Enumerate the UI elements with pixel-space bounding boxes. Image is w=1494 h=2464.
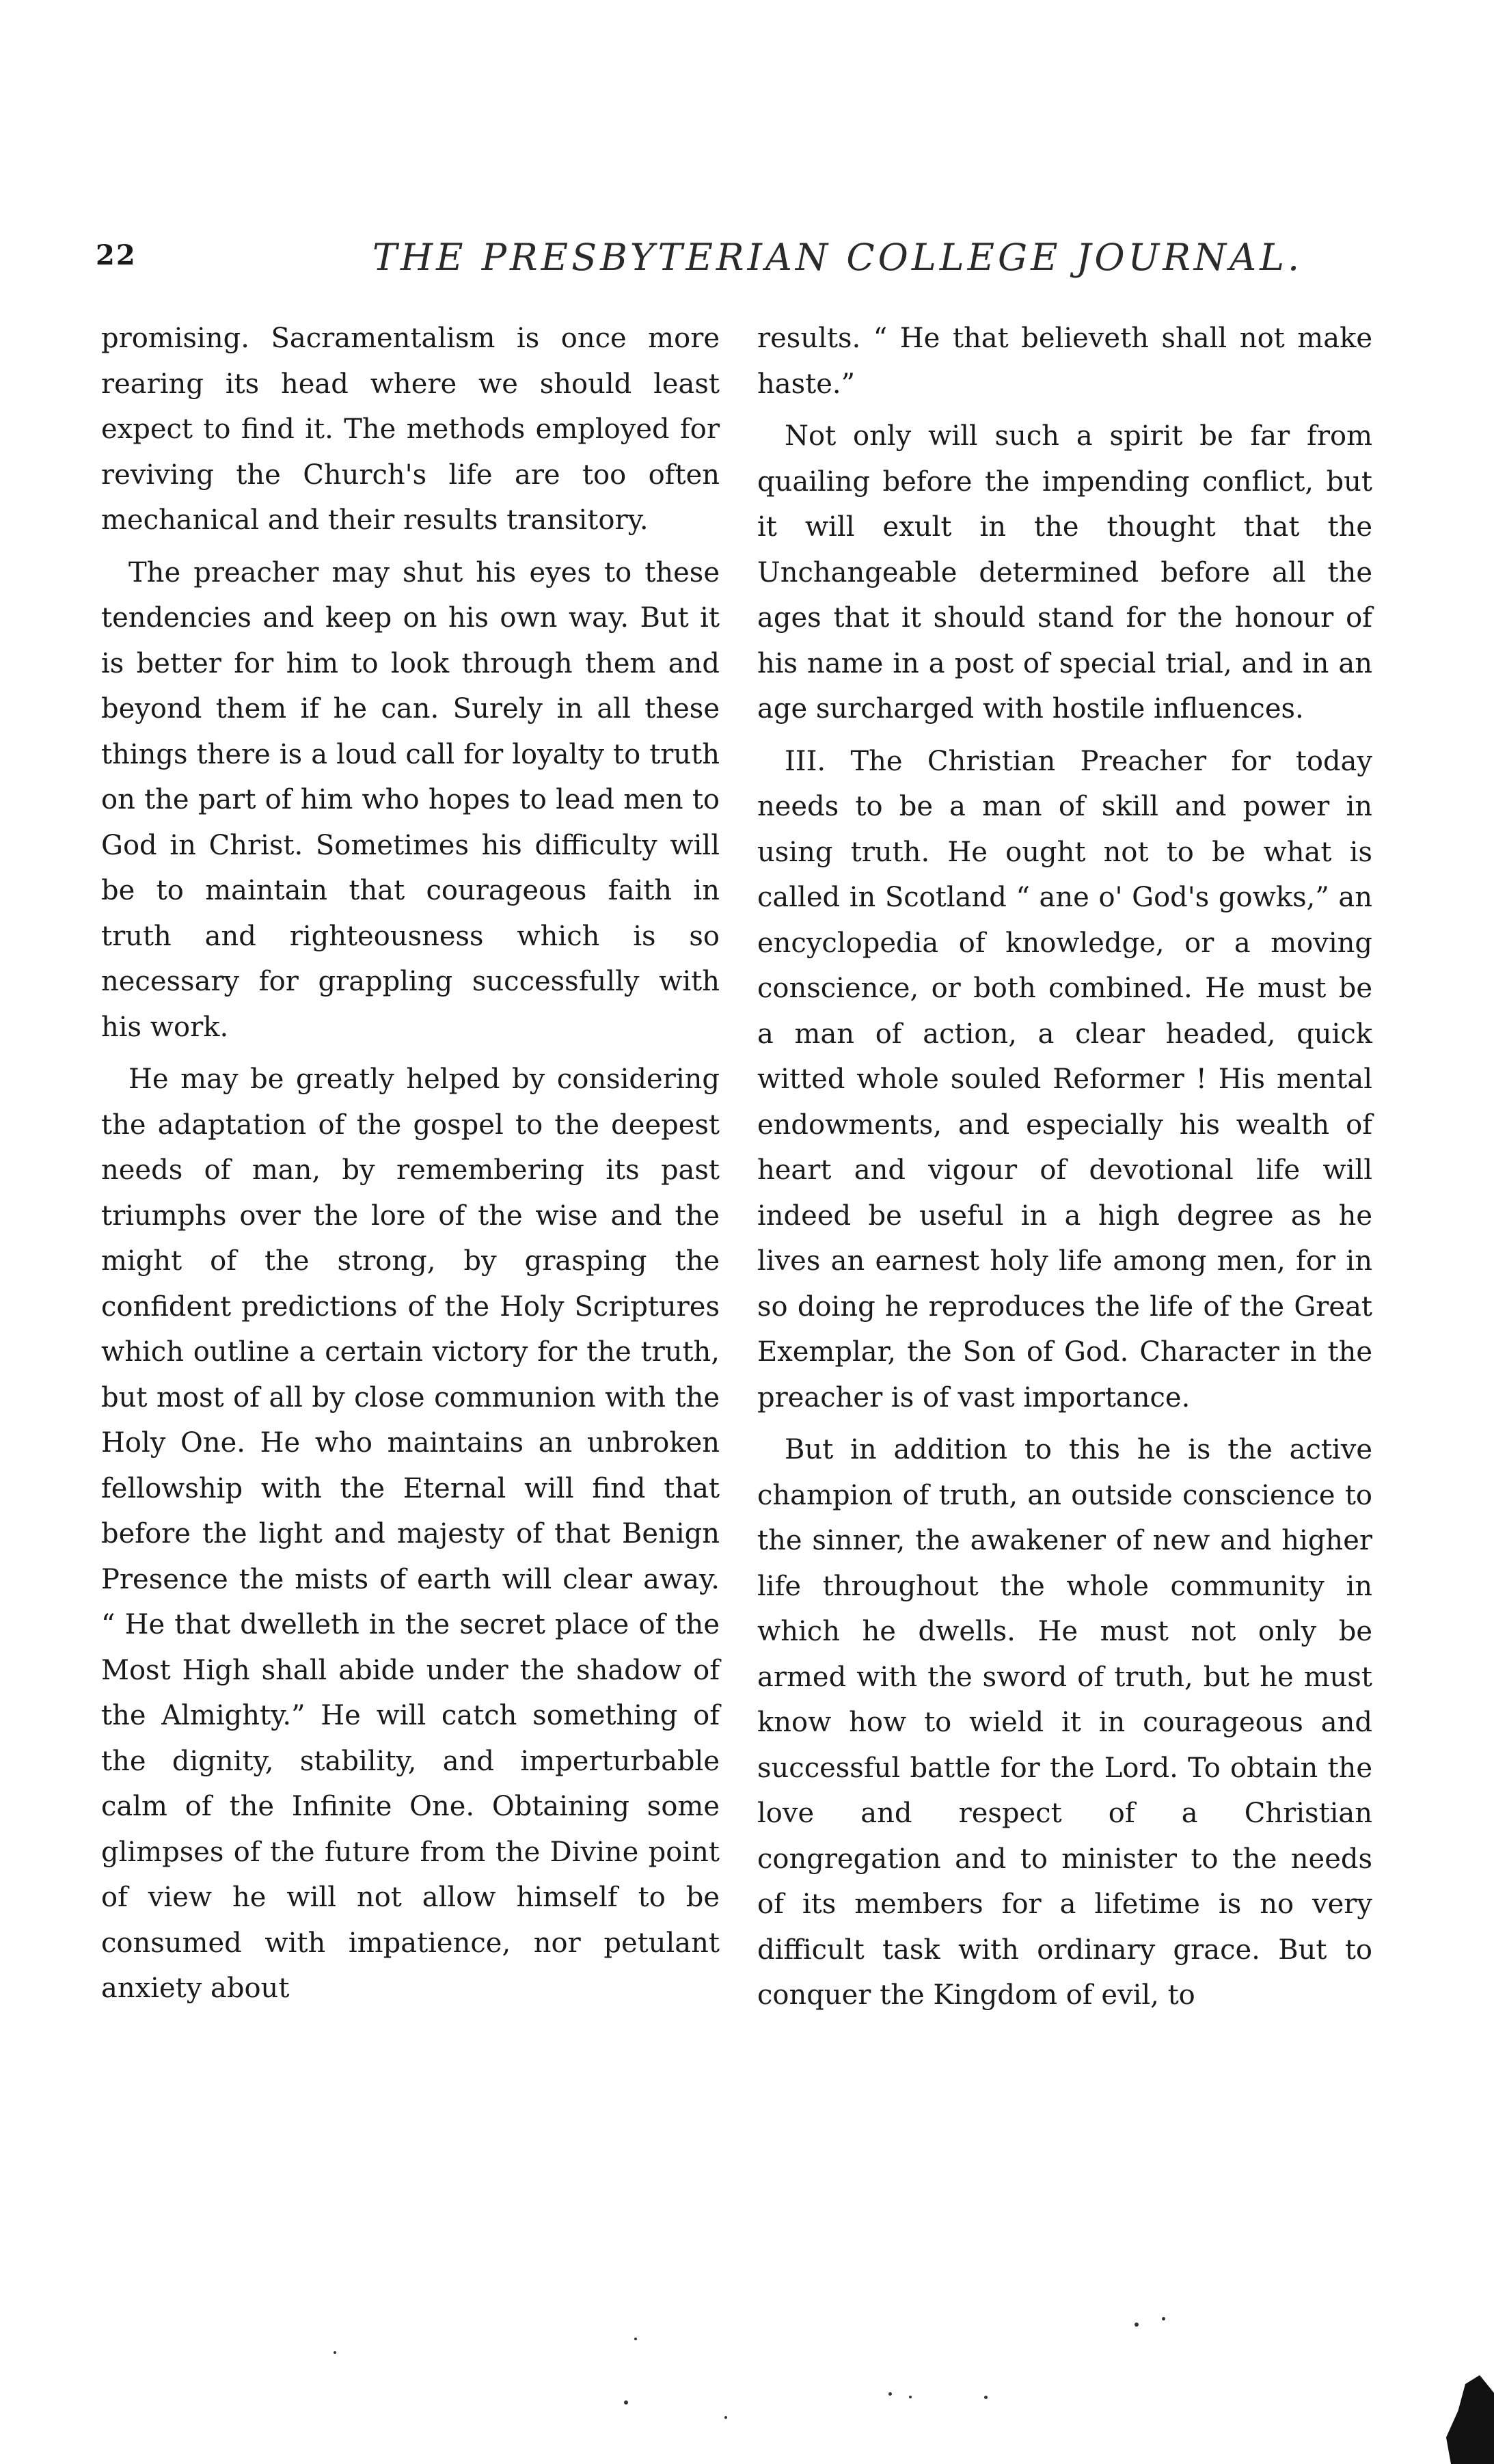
scan-speck — [724, 2416, 727, 2419]
scan-speck — [1135, 2323, 1139, 2327]
scan-speck — [984, 2396, 988, 2399]
right-column — [757, 316, 1372, 2018]
scan-speck — [624, 2400, 628, 2405]
paragraph: He may be greatly helped by considering the adaptation of the gospel to the deepest needs of man, by remembering its past triumphs over the lore of the wise and the might of the strong, by grasping the confident predictions of the Holy Scriptures which outline a certain victory for the truth, but most of all by close communion with the Holy One. He who maintains an unbroken fellowship with the Eternal will find that before the light and majesty of that Benign Presence the mists of earth will clear away. “ He that dwelleth in the secret place of the Most High shall abide under the shadow of the Almighty.” He will catch something of the dignity, stability, and imperturbable calm of the Infinite One. Obtaining some glimpses of the future from the Divine point of view he will not allow himself to be consumed with impatience, nor petulant anxiety about — [101, 1064, 720, 2004]
paragraph: results. “ He that believeth shall not make haste.” — [757, 323, 1372, 400]
paragraph: Not only will such a spirit be far from quailing before the impending conflict, but it will exult in the thought that the Unchangeable determined before all the ages that it should stand for the honour of his name in a post of special trial, and in an age surcharged with hostile influences. — [757, 420, 1372, 725]
paragraph: promising. Sacramentalism is once more rearing its head where we should least expect to find it. The methods employed for reviving the Church's life are too often mechanical and their results transitory. — [101, 323, 720, 536]
paragraph: The preacher may shut his eyes to these tendencies and keep on his own way. But it is better for him to look through them and beyond them if he can. Surely in all these things there is a loud call for loyalty to truth on the part of him who hopes to lead men to God in Christ. Sometimes his difficulty will be to maintain that courageous faith in truth and righteousness which is so necessary for grappling successfully with his work. — [101, 556, 720, 1043]
scan-speck — [1162, 2317, 1165, 2320]
left-column — [101, 316, 720, 2012]
scan-speck — [634, 2338, 637, 2340]
scan-speck — [909, 2396, 912, 2398]
scan-corner-mark — [1446, 2375, 1494, 2464]
paragraph: III. The Christian Preacher for today needs to be a man of skill and power in using truth. He ought not to be what is called in Scotland “ ane o' God's gowks,” an encyclopedia of knowledge, or a moving conscience, or both combined. He must be a man of action, a clear headed, quick witted whole souled Reformer ! His mental endowments, and especially his wealth of heart and vigour of devotional life will indeed be useful in a high degree as he lives an earnest holy life among men, for in so doing he reproduces the life of the Great Exemplar, the Son of God. Character in the preacher is of vast importance. — [757, 745, 1372, 1413]
paragraph: But in addition to this he is the active champion of truth, an outside conscience to the sinner, the awakener of new and higher life throughout the whole community in which he dwells. He must not only be armed with the sword of truth, but he must know how to wield it in courageous and successful battle for the Lord. To obtain the love and respect of a Christian congregation and to minister to the needs of its members for a lifetime is no very difficult task with ordinary grace. But to conquer the Kingdom of evil, to — [757, 1434, 1372, 2011]
scan-speck — [334, 2351, 336, 2354]
page-number: 22 — [96, 239, 137, 271]
running-title: THE PRESBYTERIAN COLLEGE JOURNAL. — [372, 236, 1303, 279]
scan-speck — [888, 2392, 892, 2396]
